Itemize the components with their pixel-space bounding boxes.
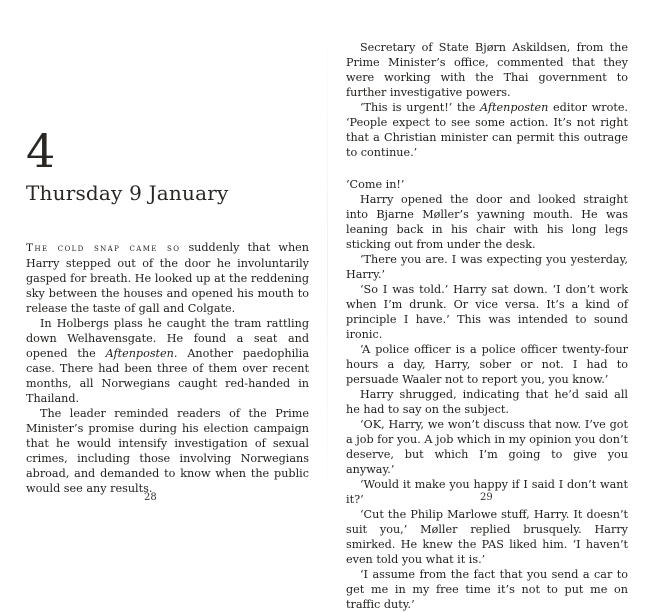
paragraph: ‘A police officer is a police officer twenty-four hours a day, Harry, sober or not. I had to persuade Waaler not to report you, you know.’ (346, 343, 628, 386)
chapter-number: 4 (26, 124, 56, 178)
paragraph: ‘Would it make you happy if I said I don’t want it?’ (346, 478, 628, 506)
chapter-opening-smallcaps: The cold snap came so (26, 242, 181, 254)
paragraph (346, 100, 628, 160)
page-number-right: 29 (480, 492, 493, 503)
paragraph: Harry shrugged, indicating that he’d said all he had to say on the subject. (346, 388, 628, 416)
paragraph: ‘OK, Harry, we won’t discuss that now. I’ve got a job for you. A job which in my opinion you don’t deserve, but which I’m going to give you anyway.’ (346, 418, 628, 476)
paragraph: Secretary of State Bjørn Askildsen, from the Prime Minister’s office, commented that they were working with the Thai government to further investigative powers. (346, 41, 628, 99)
paragraph-text: editor wrote. ‘People expect to see some action. It’s not right that a Christian minister can permit this outrage to continue.’ (346, 101, 628, 159)
paragraph: The leader reminded readers of the Prime Minister’s promise during his election campaign that he would intensify investigation of sexual crimes, including those involving Norwegians abroad, and demanded to know when the public would see any results. (26, 407, 309, 495)
right-page (328, 0, 656, 611)
paragraph (26, 240, 309, 316)
paragraph (26, 316, 309, 406)
paragraph: Harry opened the door and looked straight into Bjarne Møller’s yawning mouth. He was leaning back in his chair with his long legs sticking out from under the desk. (346, 193, 628, 251)
right-body-text (346, 40, 628, 612)
paragraph: ‘Cut the Philip Marlowe stuff, Harry. It doesn’t suit you,’ Møller replied brusquely. Harry smirked. He knew the PAS liked him. ‘I haven’t even told you what it is.’ (346, 508, 628, 566)
chapter-title: Thursday 9 January (26, 181, 229, 205)
section-break (346, 160, 628, 177)
paragraph-text: suddenly that when Harry stepped out of the door he involuntarily gasped for breath. He looked up at the reddening sky between the houses and opened his mouth to release the taste of gall and Colgate. (26, 241, 310, 315)
newspaper-title: Aftenposten (480, 101, 549, 114)
left-body-text (26, 240, 309, 496)
paragraph: ‘I assume from the fact that you send a car to get me in my free time it’s not to put me on traffic duty.’ (346, 568, 628, 611)
paragraph: ‘Come in!’ (346, 178, 405, 191)
paragraph-text: ‘This is urgent!’ the (360, 101, 481, 114)
paragraph-text: In Holbergs plass he caught the tram rattling down Welhavensgate. He found a seat and opened the (26, 317, 309, 360)
paragraph-text: . Another paedophilia case. There had been three of them over recent months, all Norwegians caught red-handed in Thailand. (26, 347, 309, 405)
left-page (0, 0, 328, 540)
paragraph: ‘There you are. I was expecting you yesterday, Harry.’ (346, 253, 628, 281)
paragraph: ‘So I was told.’ Harry sat down. ‘I don’t work when I’m drunk. Or vice versa. It’s a kind of principle I have.’ This was intended to sound ironic. (346, 283, 628, 341)
newspaper-title: Aftenposten (105, 347, 174, 360)
page-number-left: 28 (144, 492, 157, 503)
